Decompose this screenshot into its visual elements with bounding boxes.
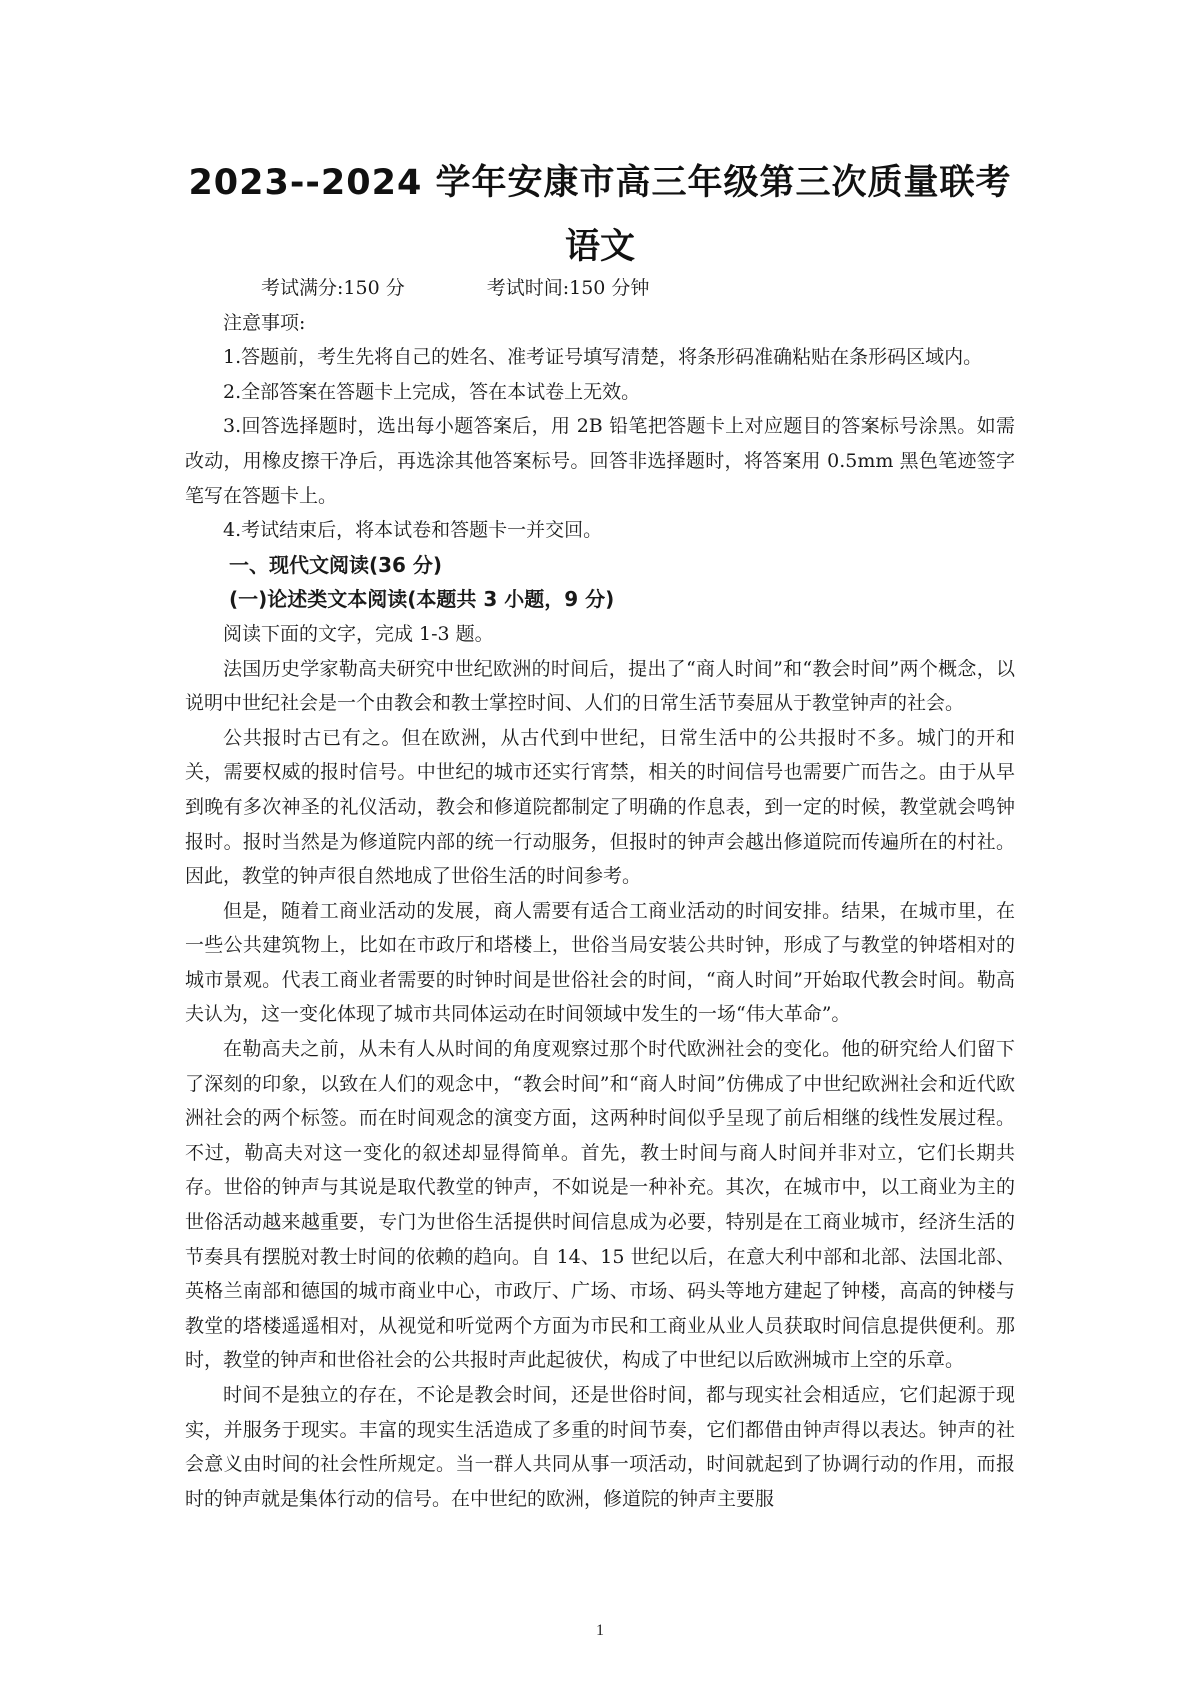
full-score: 考试满分:150 分: [261, 277, 405, 299]
note-item: 1.答题前，考生先将自己的姓名、准考证号填写清楚，将条形码准确粘贴在条形码区域内。: [223, 346, 983, 369]
exam-duration: 考试时间:150 分钟: [486, 277, 650, 299]
section-heading: 一、现代文阅读(36 分): [229, 552, 443, 577]
note-item: 3.回答选择题时，选出每小题答案后，用 2B 铅笔把答题卡上对应题目的答案标号涂黑。如需改动，用橡皮擦干净后，再选涂其他答案标号。回答非选择题时，将答案用 0.5mm 黑色笔迹签字笔写在答题卡上。: [185, 415, 1015, 507]
notes-heading: 注意事项:: [223, 311, 306, 334]
passage-paragraph: 公共报时古已有之。但在欧洲，从古代到中世纪，日常生活中的公共报时不多。城门的开和关，需要权威的报时信号。中世纪的城市还实行宵禁，相关的时间信号也需要广而告之。由于从早到晚有多次神圣的礼仪活动，教会和修道院都制定了明确的作息表，到一定的时候，教堂就会鸣钟报时。报时当然是为修道院内部的统一行动服务，但报时的钟声会越出修道院而传遍所在的村社。因此，教堂的钟声很自然地成了世俗生活的时间参考。: [185, 726, 1015, 888]
exam-info: [185, 271, 1015, 306]
passage-paragraph: 在勒高夫之前，从未有人从时间的角度观察过那个时代欧洲社会的变化。他的研究给人们留下了深刻的印象，以致在人们的观念中，“教会时间”和“商人时间”仿佛成了中世纪欧洲社会和近代欧洲社会的两个标签。而在时间观念的演变方面，这两种时间似乎呈现了前后相继的线性发展过程。不过，勒高夫对这一变化的叙述却显得简单。首先，教士时间与商人时间并非对立，它们长期共存。世俗的钟声与其说是取代教堂的钟声，不如说是一种补充。其次，在城市中，以工商业为主的世俗活动越来越重要，专门为世俗生活提供时间信息成为必要，特别是在工商业城市，经济生活的节奏具有摆脱对教士时间的依赖的趋向。自 14、15 世纪以后，在意大利中部和北部、法国北部、英格兰南部和德国的城市商业中心，市政厅、广场、市场、码头等地方建起了钟楼，高高的钟楼与教堂的塔楼遥遥相对，从视觉和听觉两个方面为市民和工商业从业人员获取时间信息提供便利。那时，教堂的钟声和世俗社会的公共报时声此起彼伏，构成了中世纪以后欧洲城市上空的乐章。: [185, 1038, 1015, 1372]
exam-content: [185, 271, 1015, 1516]
page-number: 1: [596, 1622, 604, 1639]
passage-paragraph: 法国历史学家勒高夫研究中世纪欧洲的时间后，提出了“商人时间”和“教会时间”两个概念，以说明中世纪社会是一个由教会和教士掌控时间、人们的日常生活节奏屈从于教堂钟声的社会。: [185, 657, 1015, 715]
note-item: 2.全部答案在答题卡上完成，答在本试卷上无效。: [223, 380, 641, 403]
passage-paragraph: 时间不是独立的存在，不论是教会时间，还是世俗时间，都与现实社会相适应，它们起源于现实，并服务于现实。丰富的现实生活造成了多重的时间节奏，它们都借由钟声得以表达。钟声的社会意义由时间的社会性所规定。当一群人共同从事一项活动，时间就起到了协调行动的作用，而报时的钟声就是集体行动的信号。在中世纪的欧洲，修道院的钟声主要服: [185, 1384, 1015, 1510]
subject-title: 语文: [564, 227, 635, 267]
reading-instruction: 阅读下面的文字，完成 1-3 题。: [223, 622, 494, 645]
note-item: 4.考试结束后，将本试卷和答题卡一并交回。: [223, 519, 603, 542]
passage-paragraph: 但是，随着工商业活动的发展，商人需要有适合工商业活动的时间安排。结果，在城市里，在一些公共建筑物上，比如在市政厅和塔楼上，世俗当局安装公共时钟，形成了与教堂的钟塔相对的城市景观。代表工商业者需要的时钟时间是世俗社会的时间，“商人时间”开始取代教会时间。勒高夫认为，这一变化体现了城市共同体运动在时间领域中发生的一场“伟大革命”。: [185, 899, 1015, 1026]
exam-title: 2023--2024 学年安康市高三年级第三次质量联考: [188, 163, 1012, 203]
section-subheading: (一)论述类文本阅读(本题共 3 小题，9 分): [229, 587, 615, 612]
